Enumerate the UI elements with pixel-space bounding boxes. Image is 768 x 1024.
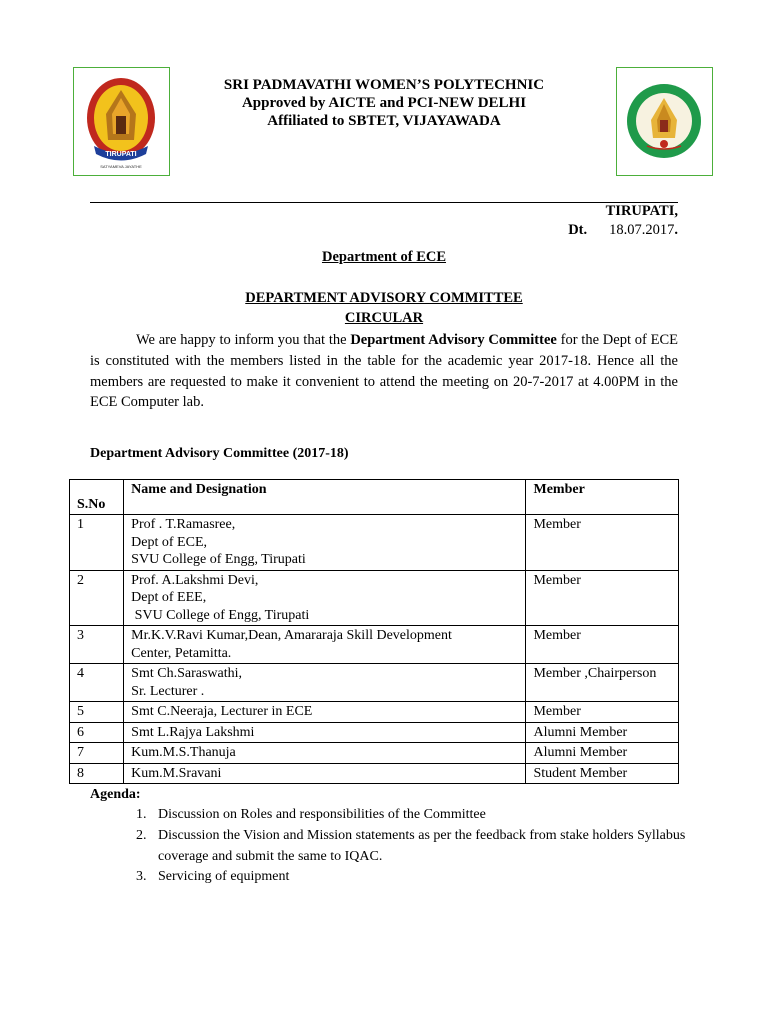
body-intro: We are happy to inform you that the <box>136 332 351 348</box>
agenda-item-number: 3. <box>136 869 147 885</box>
name-line: SVU College of Engg, Tirupati <box>131 552 306 567</box>
agenda-item-text: Discussion on Roles and responsibilities of the Committee <box>158 807 486 822</box>
cell-name-designation <box>124 702 526 723</box>
place: TIRUPATI, <box>605 203 678 219</box>
department-heading: Department of ECE <box>321 249 447 265</box>
body-committee-name: Department Advisory Committee <box>350 332 557 348</box>
name-line: Prof. A.Lakshmi Devi, <box>131 572 259 588</box>
cell-sno: 2 <box>70 570 124 626</box>
cell-name-designation <box>124 722 526 743</box>
cell-member-role: Member <box>526 570 679 626</box>
agenda-item-number: 2. <box>136 827 147 843</box>
cell-member-role: Member ,Chairperson <box>526 664 679 702</box>
name-line: Sr. Lecturer . <box>131 683 205 699</box>
cell-sno: 8 <box>70 763 124 784</box>
letterhead <box>180 76 588 130</box>
approval-line: Approved by AICTE and PCI-NEW DELHI <box>241 95 527 111</box>
name-line: SVU College of Engg, Tirupati <box>131 607 310 623</box>
cell-sno: 1 <box>70 515 124 571</box>
table-row <box>70 626 679 664</box>
ttd-logo <box>616 67 713 176</box>
name-line: Smt Ch.Saraswathi, <box>131 666 243 681</box>
cell-sno: 4 <box>70 664 124 702</box>
table-row <box>70 702 679 723</box>
table-header-row <box>70 480 679 515</box>
cell-sno: 6 <box>70 722 124 743</box>
institution-name: SRI PADMAVATHI WOMEN’S POLYTECHNIC <box>223 77 545 93</box>
table-row <box>70 570 679 626</box>
logo-motto-text: SATYAMEVA JAYATHE <box>100 164 142 169</box>
name-line: Dept of ECE, <box>131 534 207 550</box>
table-row <box>70 743 679 764</box>
name-line: Smt C.Neeraja, Lecturer in ECE <box>131 704 313 719</box>
cell-sno: 5 <box>70 702 124 723</box>
cell-member-role: Alumni Member <box>526 722 679 743</box>
circular-heading: CIRCULAR <box>344 310 424 326</box>
date-line <box>568 222 678 239</box>
name-line: Kum.M.S.Thanuja <box>131 745 236 760</box>
table-title: Department Advisory Committee (2017-18) <box>90 446 349 461</box>
cell-member-role: Alumni Member <box>526 743 679 764</box>
name-line: Mr.K.V.Ravi Kumar,Dean, Amararaja Skill Development <box>131 628 452 643</box>
header-name: Name and Designation <box>124 480 526 515</box>
table-row <box>70 722 679 743</box>
body-details: for the Dept of ECE is constituted with the members listed in the table for the academic year 2017-18. Hence all the members are requested to make it convenient to attend the meeting on 20-7-2017 at 4.00PM in the ECE Computer lab. <box>90 332 679 411</box>
cell-name-designation <box>124 626 526 664</box>
table-row <box>70 515 679 571</box>
agenda-item-number: 1. <box>136 807 147 822</box>
ttd-emblem-icon <box>617 68 711 174</box>
cell-name-designation <box>124 664 526 702</box>
committee-heading: DEPARTMENT ADVISORY COMMITTEE <box>245 290 523 306</box>
cell-member-role: Member <box>526 702 679 723</box>
agenda-item <box>136 867 686 888</box>
name-line: Dept of EEE, <box>131 590 207 605</box>
cell-name-designation <box>124 743 526 764</box>
date-value: 18.07.2017 <box>609 222 675 238</box>
agenda-item <box>136 805 686 826</box>
header-member: Member <box>526 480 679 515</box>
name-line: Kum.M.Sravani <box>131 765 222 781</box>
table-row <box>70 664 679 702</box>
date-label: Dt. <box>568 222 588 238</box>
cell-member-role: Member <box>526 626 679 664</box>
cell-sno: 3 <box>70 626 124 664</box>
name-line: Smt L.Rajya Lakshmi <box>131 724 255 740</box>
name-line: Center, Petamitta. <box>131 645 232 661</box>
cell-name-designation <box>124 763 526 784</box>
table-row <box>70 763 679 784</box>
agenda-item <box>136 826 686 868</box>
agenda-item-text: Servicing of equipment <box>158 869 290 885</box>
header-divider <box>90 202 678 203</box>
table-body <box>70 515 679 784</box>
agenda-item-text: Discussion the Vision and Mission statements as per the feedback from stake holders Syllabus coverage and submit the same to IQAC. <box>158 827 686 864</box>
college-logo <box>73 67 170 176</box>
logo-ribbon-text: TIRUPATI <box>105 151 137 158</box>
cell-name-designation <box>124 570 526 626</box>
name-line: Prof . T.Ramasree, <box>131 517 236 532</box>
cell-sno: 7 <box>70 743 124 764</box>
cell-member-role: Member <box>526 515 679 571</box>
header-sno: S.No <box>70 480 124 515</box>
cell-name-designation <box>124 515 526 571</box>
affiliation-line: Affiliated to SBTET, VIJAYAWADA <box>267 113 501 129</box>
date-suffix: . <box>674 222 678 238</box>
agenda-title: Agenda: <box>90 787 141 802</box>
circular-body <box>90 330 678 413</box>
agenda-list <box>136 805 686 888</box>
committee-table <box>69 479 679 784</box>
college-emblem-icon <box>74 68 168 174</box>
cell-member-role: Student Member <box>526 763 679 784</box>
